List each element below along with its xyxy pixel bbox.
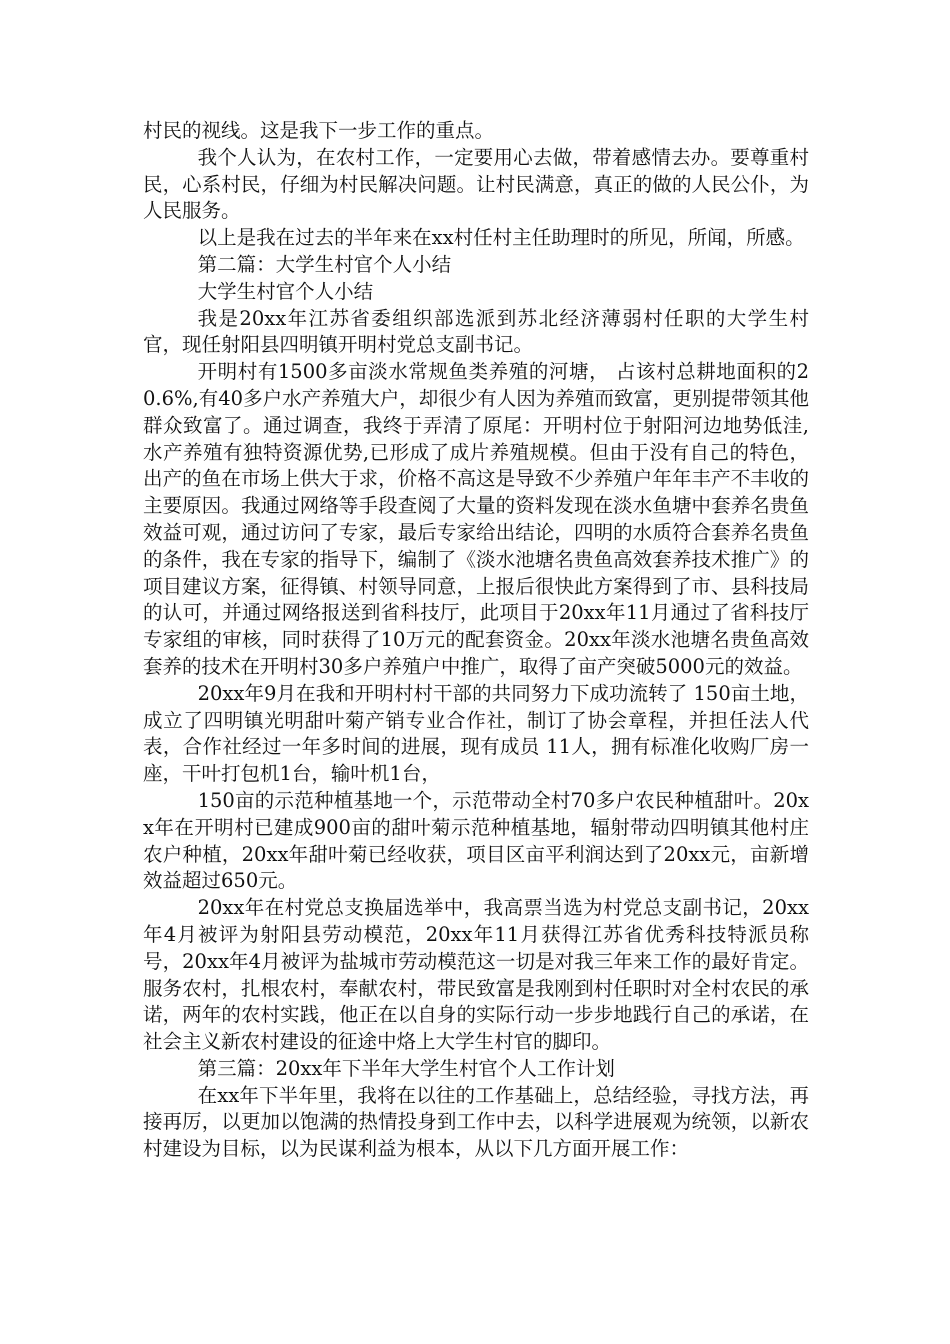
document-body xyxy=(143,118,809,1163)
paragraph-10: 20xx年在村党总支换届选举中，我高票当选为村党总支副书记，20xx年4月被评为射阳县劳动模范，20xx年11月获得江苏省优秀科技特派员称号，20xx年4月被评为盐城市劳动模范这一切是对我三年来工作的最好肯定。服务农村，扎根农村，奉献农村，带民致富是我刚到村任职时对全村农民的承诺，两年的农村实践，他正在以自身的实际行动一步步地践行自己的承诺，在社会主义新农村建设的征途中烙上大学生村官的脚印。 xyxy=(143,896,809,1054)
paragraph-12: 在xx年下半年里，我将在以往的工作基础上，总结经验，寻找方法，再接再厉，以更加以饱满的热情投身到工作中去，以科学进展观为统领，以新农村建设为目标，以为民谋利益为根本，从以下几方面开展工作： xyxy=(143,1083,809,1161)
paragraph-9: 150亩的示范种植基地一个，示范带动全村70多户农民种植甜叶。20xx年在开明村已建成900亩的甜叶菊示范种植基地，辐射带动四明镇其他村庄农户种植，20xx年甜叶菊已经收获，项目区亩平利润达到了20xx元，亩新增效益超过650元。 xyxy=(143,788,809,893)
paragraph-8: 20xx年9月在我和开明村村干部的共同努力下成功流转了 150亩土地，成立了四明镇光明甜叶菊产销专业合作社，制订了协会章程，并担任法人代表，合作社经过一年多时间的进展，现有成员 11人，拥有标准化收购厂房一座，干叶打包机1台，输叶机1台， xyxy=(143,681,809,786)
section-heading-3: 第三篇：20xx年下半年大学生村官个人工作计划 xyxy=(197,1056,615,1080)
section-heading-2: 第二篇：大学生村官个人小结 xyxy=(197,252,452,276)
paragraph-7: 开明村有1500多亩淡水常规鱼类养殖的河塘， 占该村总耕地面积的20.6%,有40多户水产养殖大户，却很少有人因为养殖而致富，更别提带领其他群众致富了。通过调查，我终于弄清了原尾：开明村位于射阳河边地势低洼,水产养殖有独特资源优势,已形成了成片养殖规模。但由于没有自己的特色，出产的鱼在市场上供大于求，价格不高这是导致不少养殖户年年丰产不丰收的主要原因。我通过网络等手段查阅了大量的资料发现在淡水鱼塘中套养名贵鱼效益可观，通过访问了专家，最后专家给出结论，四明的水质符合套养名贵鱼的条件，我在专家的指导下，编制了《淡水池塘名贵鱼高效套养技术推广》的项目建议方案，征得镇、村领导同意，上报后很快此方案得到了市、县科技局的认可，并通过网络报送到省科技厅，此项目于20xx年11月通过了省科技厅专家组的审核，同时获得了10万元的配套资金。20xx年淡水池塘名贵鱼高效套养的技术在开明村30多户养殖户中推广，取得了亩产突破5000元的效益。 xyxy=(143,360,809,678)
paragraph-1: 村民的视线。这是我下一步工作的重点。 xyxy=(143,119,495,142)
paragraph-6: 我是20xx年江苏省委组织部选派到苏北经济薄弱村任职的大学生村官，现任射阳县四明镇开明村党总支副书记。 xyxy=(143,306,809,357)
paragraph-2: 我个人认为，在农村工作，一定要用心去做，带着感情去办。要尊重村民，心系村民，仔细为村民解决问题。让村民满意，真正的做的人民公仆，为人民服务。 xyxy=(143,145,809,223)
paragraph-3: 以上是我在过去的半年来在xx村任村主任助理时的所见，所闻，所感。 xyxy=(197,226,805,250)
section-subtitle-2: 大学生村官个人小结 xyxy=(197,279,374,303)
